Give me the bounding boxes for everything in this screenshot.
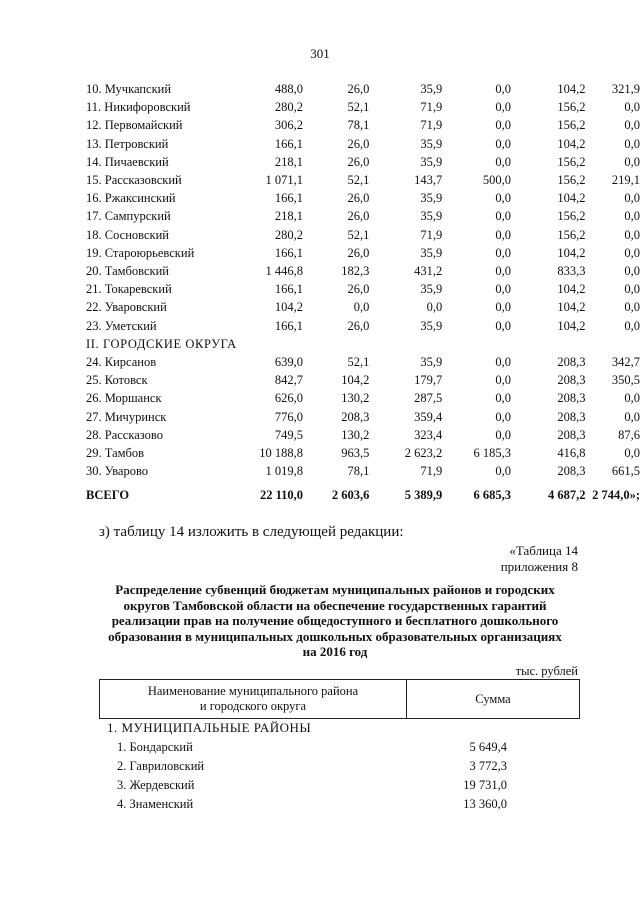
value-cell: 52,1 [347,100,370,115]
value-cell: 35,9 [420,209,443,224]
value-cell: 35,9 [420,136,443,151]
value-cell: 416,8 [557,446,586,461]
value-cell: 0,0 [624,227,640,242]
table-row [86,171,640,189]
value-cell: 4 687,2 [547,488,586,503]
table-row [86,80,640,98]
value-cell: 0,0 [495,118,511,133]
table-row [107,776,507,795]
value-cell: 0,0 [495,464,511,479]
table-row [86,426,640,444]
table-row [86,153,640,171]
value-cell: 0,0 [495,391,511,406]
value-cell: 35,9 [420,355,443,370]
row-name: 27. Мичуринск [86,409,167,424]
table-row [86,280,640,298]
value-cell: 104,2 [557,318,586,333]
header-sum-cell: Сумма [407,680,580,719]
value-cell: 0,0 [624,282,640,297]
top-data-table [86,80,640,505]
value-cell: 280,2 [274,100,304,115]
value-cell: 26,0 [347,282,370,297]
value-cell: 1 019,8 [265,464,304,479]
value-cell: 52,1 [347,355,370,370]
value-cell: 0,0 [624,100,640,115]
value-cell: 0,0 [495,318,511,333]
value-cell: 0,0 [495,227,511,242]
value-cell: 280,2 [274,227,304,242]
total-row [86,480,640,504]
value-cell: 104,2 [557,82,586,96]
value-cell: 166,1 [274,318,304,333]
value-cell: 1 071,1 [265,173,304,188]
section-heading: 1. МУНИЦИПАЛЬНЫЕ РАЙОНЫ [107,719,312,735]
value-cell: 10 188,8 [259,446,304,461]
table-row [107,757,507,776]
value-cell: 2 744,0»; [592,488,640,503]
value-cell: 26,0 [347,154,370,169]
table-row [86,462,640,480]
value-cell: 639,0 [274,355,304,370]
value-cell: 626,0 [274,391,304,406]
value-cell: 2 623,2 [404,446,443,461]
value-cell: 104,2 [557,136,586,151]
header-row [100,680,580,719]
row-name: 3. Жердевский [117,778,195,792]
table-14-header [99,679,580,719]
table-row [86,389,640,407]
value-cell: 130,2 [341,391,370,406]
value-cell: 0,0 [495,191,511,206]
value-cell: 26,0 [347,191,370,206]
value-cell: 431,2 [414,264,443,279]
value-cell: 323,4 [414,427,443,442]
value-cell: 500,0 [482,173,511,188]
row-name: 25. Котовск [86,373,148,388]
value-cell: 156,2 [557,227,586,242]
value-cell: 5 389,9 [404,488,443,503]
value-cell: 0,0 [624,245,640,260]
value-cell: 0,0 [495,245,511,260]
row-name: 14. Пичаевский [86,154,169,169]
value-cell: 0,0 [624,264,640,279]
title-line: образования в муниципальных дошкольных образовательных организациях [108,628,562,644]
value-cell: 6 685,3 [473,488,511,503]
table-row [86,444,640,462]
value-cell: 219,1 [611,173,640,188]
row-name: 19. Староюрьевский [86,245,195,260]
value-cell: 0,0 [495,264,511,279]
title-line: Распределение субвенций бюджетам муниципальных районов и городских [115,582,555,597]
table-row [86,116,640,134]
value-cell: 166,1 [274,245,304,260]
value-cell: 0,0 [624,136,640,151]
value-cell: 0,0 [495,355,511,370]
units-label: тыс. рублей [515,664,578,678]
value-cell: 208,3 [557,391,586,406]
table-14-body [107,716,507,814]
sum-cell: 13 360,0 [463,797,507,811]
table-label-line-2: приложения 8 [500,559,578,574]
table-row [86,189,640,207]
value-cell: 71,9 [420,100,443,115]
page-number: 301 [310,46,330,61]
value-cell: 0,0 [624,318,640,333]
value-cell: 71,9 [420,118,443,133]
value-cell: 26,0 [347,82,370,96]
value-cell: 78,1 [347,118,370,133]
table-row [86,207,640,225]
value-cell: 166,1 [274,191,304,206]
row-name: 10. Мучкапский [86,82,172,96]
value-cell: 6 185,3 [473,446,511,461]
row-name: 2. Гавриловский [117,759,205,773]
value-cell: 0,0 [624,191,640,206]
value-cell: 0,0 [624,409,640,424]
value-cell: 208,3 [557,427,586,442]
row-name: 23. Уметский [86,318,157,333]
table-row [86,371,640,389]
value-cell: 1 446,8 [265,264,304,279]
value-cell: 104,2 [557,245,586,260]
table-row [86,317,640,335]
value-cell: 749,5 [274,427,304,442]
value-cell: 0,0 [624,209,640,224]
value-cell: 833,3 [557,264,586,279]
value-cell: 0,0 [495,373,511,388]
value-cell: 2 603,6 [331,488,370,503]
value-cell: 78,1 [347,464,370,479]
value-cell: 0,0 [624,391,640,406]
value-cell: 661,5 [611,464,640,479]
row-name: ВСЕГО [86,488,130,503]
row-name: 29. Тамбов [86,446,145,461]
row-name: 13. Петровский [86,136,169,151]
value-cell: 26,0 [347,245,370,260]
value-cell: 156,2 [557,118,586,133]
row-name: 15. Рассказовский [86,173,182,188]
value-cell: 0,0 [495,100,511,115]
header-name-line-1: Наименование муниципального района [147,684,359,698]
value-cell: 35,9 [420,82,443,96]
value-cell: 35,9 [420,318,443,333]
value-cell: 321,9 [611,82,640,96]
value-cell: 52,1 [347,227,370,242]
value-cell: 35,9 [420,282,443,297]
amendment-instruction: з) таблицу 14 изложить в следующей редакции: [99,524,404,540]
value-cell: 0,0 [495,209,511,224]
table-row [86,262,640,280]
row-name: 11. Никифоровский [86,100,191,115]
section-row [86,335,640,353]
row-name: 20. Тамбовский [86,264,169,279]
value-cell: 208,3 [341,409,370,424]
value-cell: 71,9 [420,227,443,242]
table-row [86,244,640,262]
value-cell: 156,2 [557,154,586,169]
header-name-cell [100,680,407,719]
value-cell: 52,1 [347,173,370,188]
table-row [86,353,640,371]
value-cell: 218,1 [274,209,304,224]
row-name: 4. Знаменский [117,797,194,811]
value-cell: 0,0 [624,446,640,461]
row-name: 18. Сосновский [86,227,169,242]
header-name-line-2: и городского округа [199,699,307,713]
value-cell: 350,5 [611,373,640,388]
value-cell: 35,9 [420,154,443,169]
title-line: реализации прав на получение общедоступного и бесплатного дошкольного [111,613,559,628]
table-14-title [92,582,578,660]
value-cell: 104,2 [557,282,586,297]
value-cell: 0,0 [495,154,511,169]
value-cell: 208,3 [557,464,586,479]
value-cell: 179,7 [414,373,443,388]
value-cell: 359,4 [414,409,443,424]
value-cell: 182,3 [341,264,370,279]
row-name: 22. Уваровский [86,300,167,315]
value-cell: 35,9 [420,191,443,206]
value-cell: 166,1 [274,282,304,297]
sum-cell: 3 772,3 [469,759,507,773]
section-row [107,716,507,738]
value-cell: 208,3 [557,373,586,388]
row-name: 1. Бондарский [117,740,193,754]
value-cell: 71,9 [420,464,443,479]
row-name: 30. Уварово [86,464,149,479]
value-cell: 306,2 [274,118,304,133]
value-cell: 0,0 [495,427,511,442]
row-name: 28. Рассказово [86,427,163,442]
value-cell: 0,0 [624,154,640,169]
value-cell: 218,1 [274,154,304,169]
value-cell: 87,6 [618,427,640,442]
table-row [107,795,507,814]
value-cell: 0,0 [495,282,511,297]
row-name: 26. Моршанск [86,391,162,406]
table-row [86,135,640,153]
row-name: 21. Токаревский [86,282,172,297]
value-cell: 156,2 [557,173,586,188]
value-cell: 104,2 [557,191,586,206]
value-cell: 0,0 [624,300,640,315]
value-cell: 963,5 [341,446,370,461]
value-cell: 842,7 [274,373,304,388]
value-cell: 0,0 [495,82,511,96]
table-row [86,226,640,244]
value-cell: 488,0 [274,82,304,96]
value-cell: 0,0 [495,300,511,315]
value-cell: 26,0 [347,209,370,224]
value-cell: 0,0 [495,409,511,424]
table-label-line-1: «Таблица 14 [509,543,578,558]
table-14-label [420,543,578,575]
value-cell: 287,5 [414,391,443,406]
value-cell: 104,2 [274,300,304,315]
value-cell: 0,0 [353,300,370,315]
sum-cell: 5 649,4 [469,740,507,754]
value-cell: 166,1 [274,136,304,151]
row-name: 12. Первомайский [86,118,183,133]
value-cell: 342,7 [611,355,640,370]
value-cell: 22 110,0 [259,488,304,503]
row-name: 17. Сампурский [86,209,171,224]
value-cell: 35,9 [420,245,443,260]
value-cell: 156,2 [557,100,586,115]
table-row [107,738,507,757]
value-cell: 776,0 [274,409,304,424]
value-cell: 130,2 [341,427,370,442]
title-line: на 2016 год [302,644,368,659]
value-cell: 156,2 [557,209,586,224]
title-line: округов Тамбовской области на обеспечение государственных гарантий [123,597,547,613]
table-row [86,408,640,426]
value-cell: 0,0 [426,300,443,315]
table-row [86,298,640,316]
value-cell: 143,7 [414,173,443,188]
sum-cell: 19 731,0 [463,778,507,792]
value-cell: 26,0 [347,136,370,151]
value-cell: 208,3 [557,409,586,424]
value-cell: 104,2 [341,373,370,388]
row-name: 24. Кирсанов [86,355,157,370]
section-heading: II. ГОРОДСКИЕ ОКРУГА [86,336,237,351]
value-cell: 0,0 [495,136,511,151]
table-row [86,98,640,116]
value-cell: 0,0 [624,118,640,133]
value-cell: 26,0 [347,318,370,333]
value-cell: 208,3 [557,355,586,370]
value-cell: 104,2 [557,300,586,315]
row-name: 16. Ржаксинский [86,191,176,206]
